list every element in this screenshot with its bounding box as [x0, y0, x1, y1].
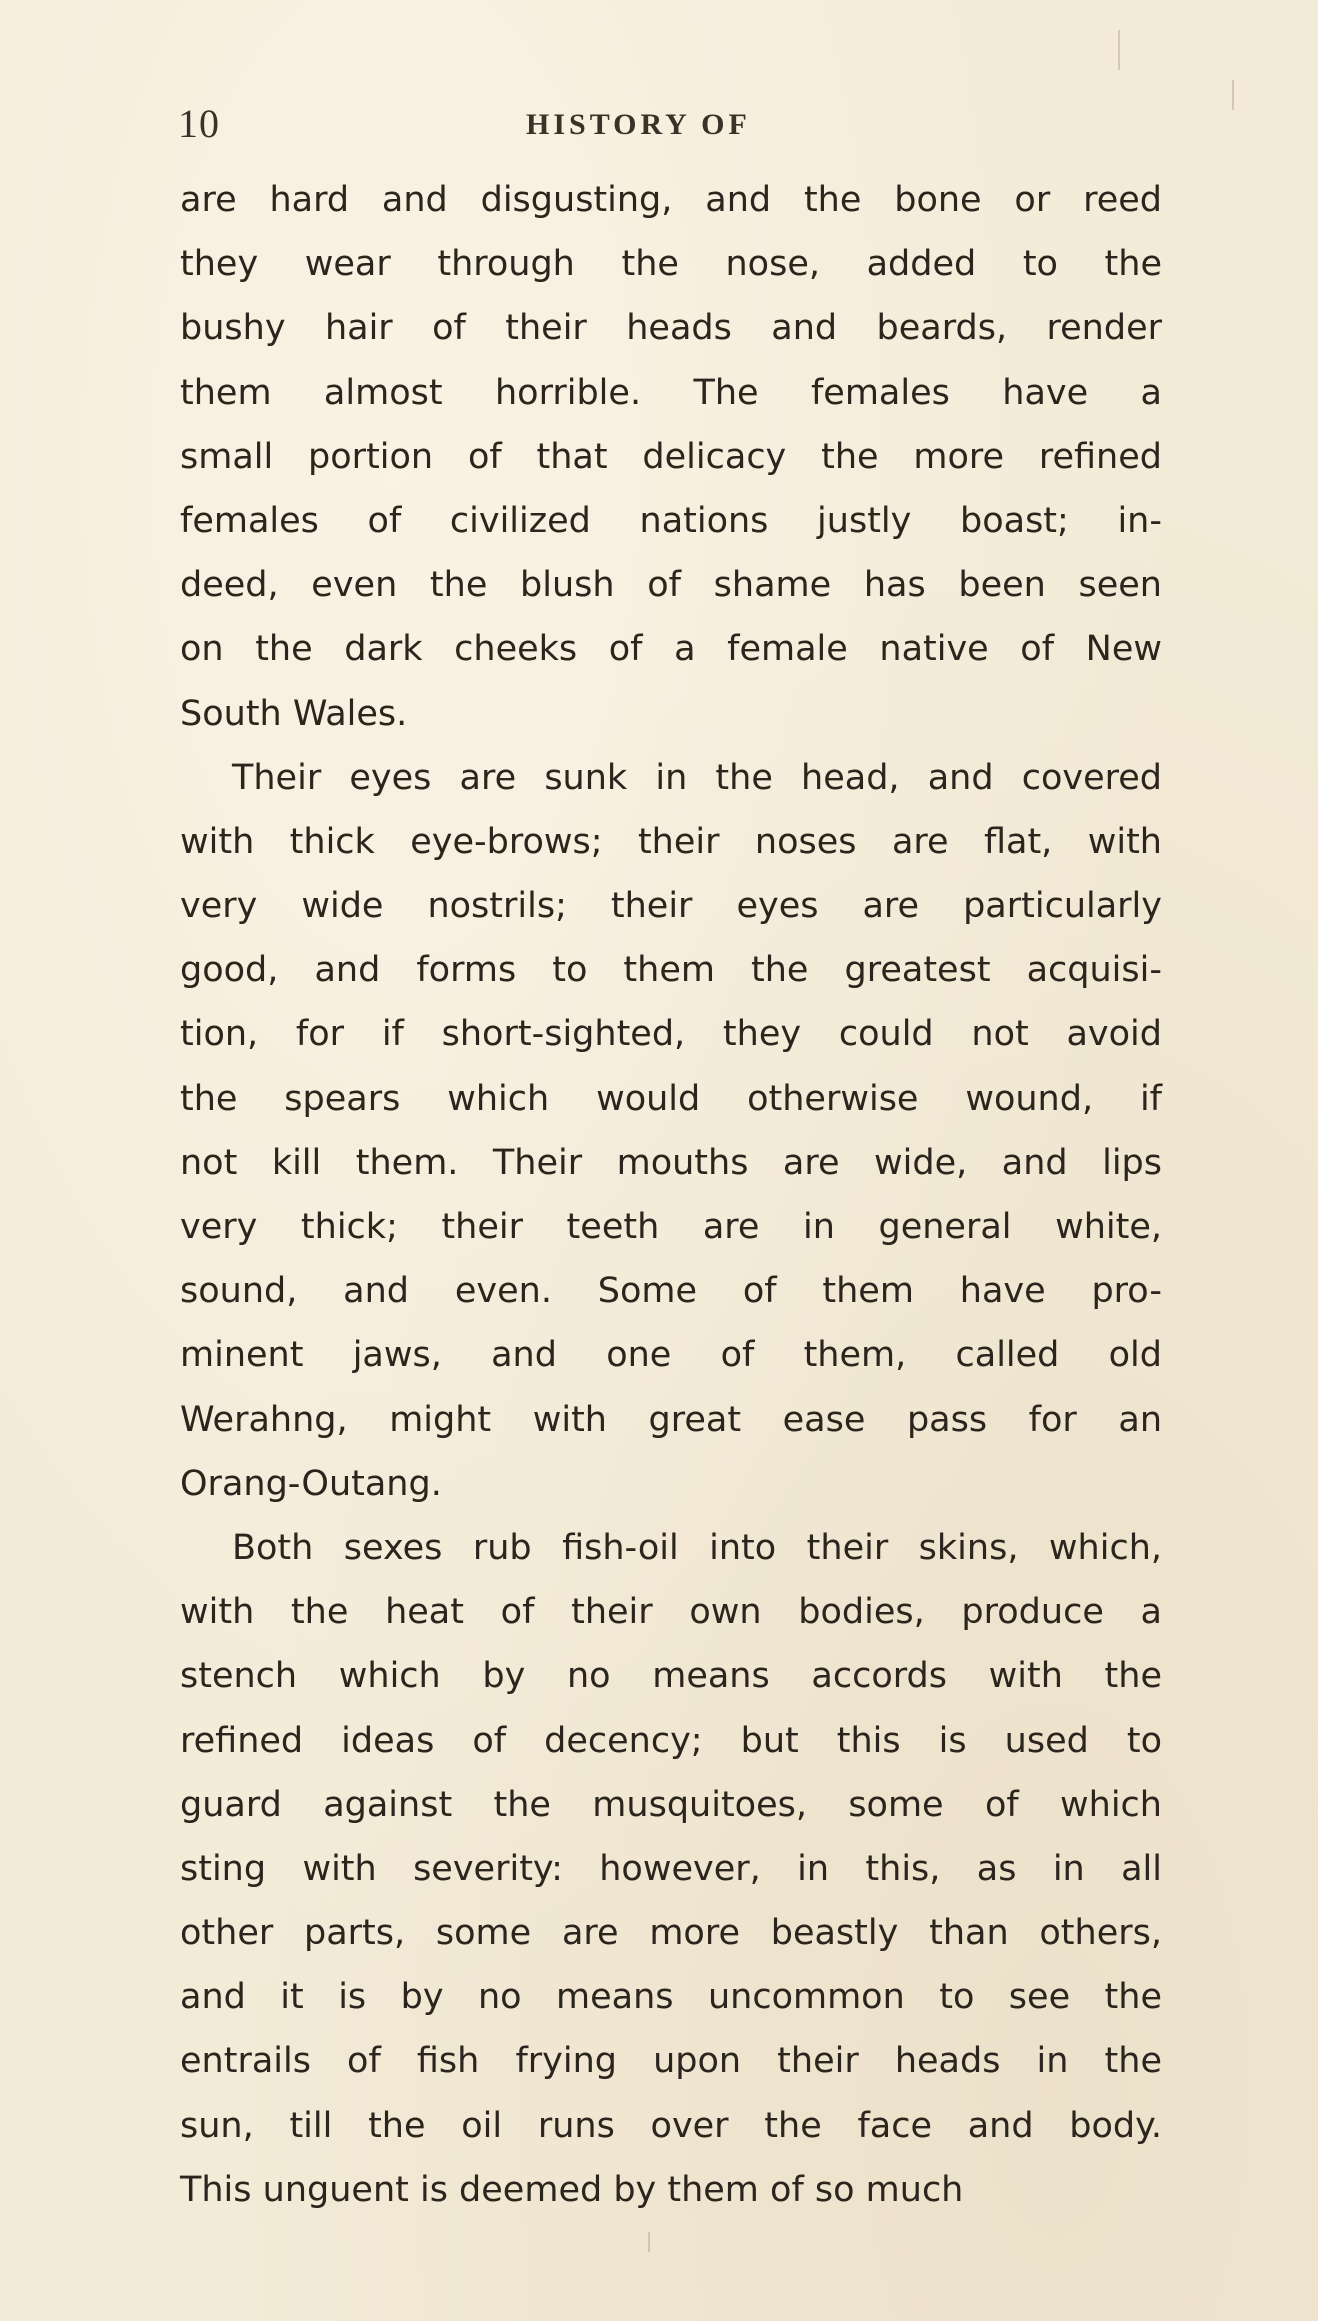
text-line: the spears which would otherwise wound, if: [180, 1078, 1162, 1119]
text-line: with the heat of their own bodies, produce a: [180, 1592, 1162, 1633]
text-line: not kill them. Their mouths are wide, and lips: [180, 1142, 1162, 1183]
page-header: [178, 100, 1158, 160]
text-line: very thick; their teeth are in general white,: [180, 1207, 1162, 1247]
text-line: stench which by no means accords with the: [180, 1656, 1162, 1697]
paper-mark: [1232, 80, 1234, 110]
paragraph: [180, 746, 1162, 1516]
text-line: Orang-Outang.: [180, 1463, 442, 1504]
text-line: entrails of fish frying upon their heads in the: [180, 2041, 1162, 2082]
text-line: refined ideas of decency; but this is used to: [180, 1720, 1162, 1761]
text-line: very wide nostrils; their eyes are particularly: [180, 886, 1162, 927]
text-line: This unguent is deemed by them of so much: [180, 2169, 964, 2210]
text-line: small portion of that delicacy the more refined: [180, 436, 1162, 477]
text-line: sound, and even. Some of them have pro-: [180, 1271, 1162, 1312]
text-line: Their eyes are sunk in the head, and covered: [232, 757, 1162, 798]
text-line: they wear through the nose, added to the: [180, 244, 1162, 285]
paragraph: [180, 168, 1162, 746]
text-line: tion, for if short-sighted, they could not avoid: [180, 1014, 1162, 1055]
paragraph: [180, 1516, 1162, 2222]
text-line: minent jaws, and one of them, called old: [180, 1335, 1162, 1376]
text-line: guard against the musquitoes, some of which: [180, 1784, 1162, 1825]
text-line: Both sexes rub fish-oil into their skins, which,: [232, 1527, 1162, 1568]
text-line: and it is by no means uncommon to see the: [180, 1977, 1162, 2018]
text-line: bushy hair of their heads and beards, render: [180, 308, 1162, 349]
text-line: are hard and disgusting, and the bone or reed: [180, 180, 1162, 220]
paper-mark: [648, 2232, 650, 2252]
text-line: sun, till the oil runs over the face and body.: [180, 2105, 1162, 2146]
text-line: other parts, some are more beastly than others,: [180, 1913, 1162, 1954]
text-line: South Wales.: [180, 693, 408, 734]
text-line: on the dark cheeks of a female native of New: [180, 629, 1162, 670]
paper-mark: [1118, 30, 1120, 70]
text-line: females of civilized nations justly boast; in-: [180, 500, 1162, 541]
text-line: Werahng, might with great ease pass for an: [180, 1399, 1162, 1440]
body-text: [180, 168, 1162, 2222]
text-line: sting with severity: however, in this, as in all: [180, 1848, 1162, 1889]
text-line: good, and forms to them the greatest acquisi-: [180, 950, 1162, 991]
running-head: HISTORY OF: [526, 108, 751, 141]
text-line: them almost horrible. The females have a: [180, 372, 1162, 413]
page-number: 10: [178, 101, 220, 146]
text-line: deed, even the blush of shame has been seen: [180, 565, 1162, 606]
text-line: with thick eye-brows; their noses are flat, with: [180, 821, 1162, 862]
